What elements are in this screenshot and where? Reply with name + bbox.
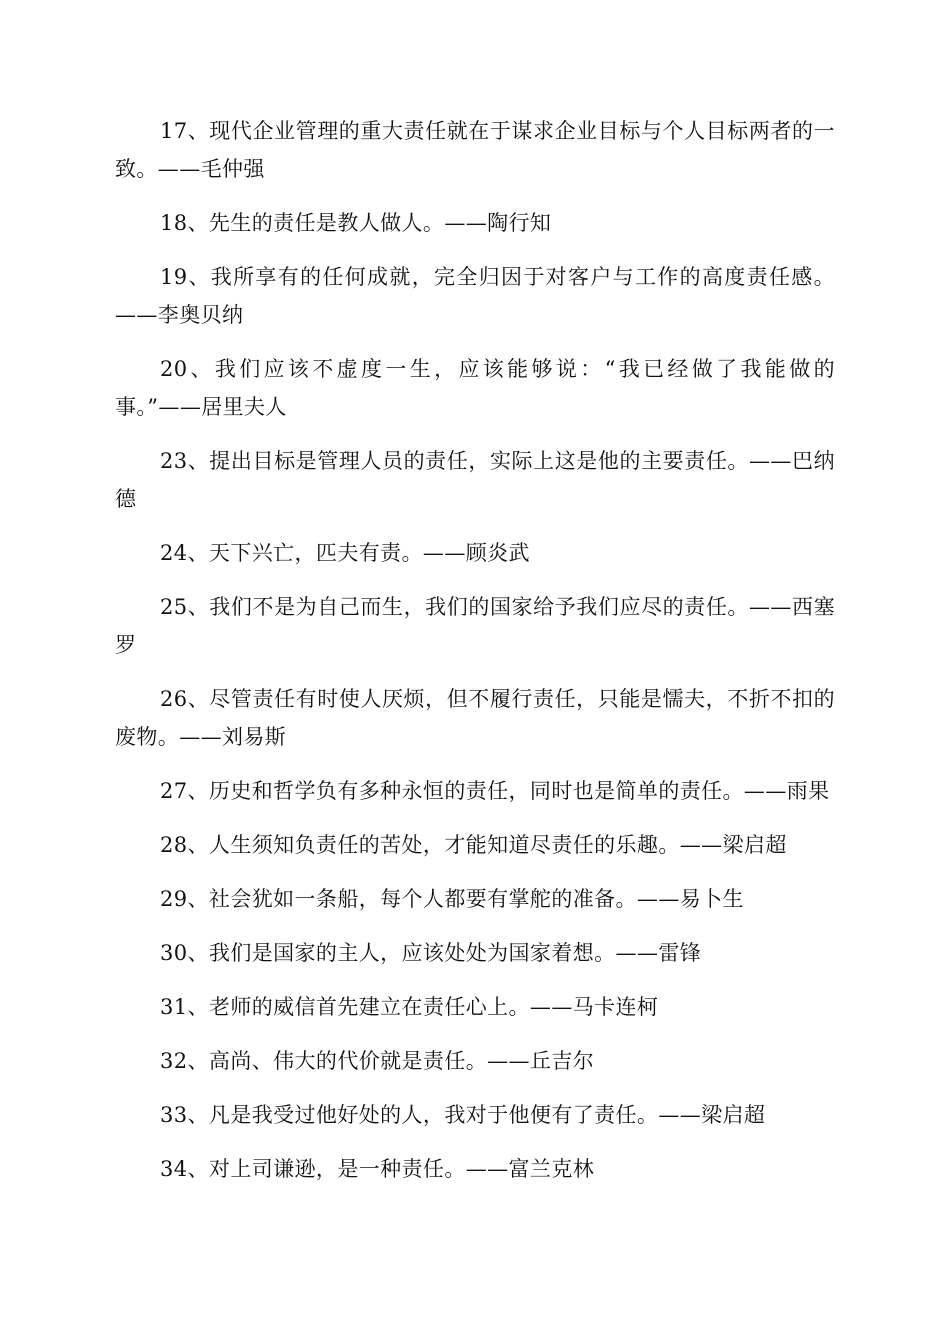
quote-26: 26、尽管责任有时使人厌烦，但不履行责任，只能是懦夫，不折不扣的废物。——刘易斯	[115, 687, 835, 749]
quote-25: 25、我们不是为自己而生，我们的国家给予我们应尽的责任。——西塞罗	[115, 595, 835, 657]
quote-27: 27、历史和哲学负有多种永恒的责任，同时也是简单的责任。——雨果	[160, 779, 830, 803]
quote-34: 34、对上司谦逊，是一种责任。——富兰克林	[160, 1157, 595, 1181]
quote-17: 17、现代企业管理的重大责任就在于谋求企业目标与个人目标两者的一致。——毛仲强	[115, 119, 835, 181]
quote-33: 33、凡是我受过他好处的人，我对于他便有了责任。——梁启超	[160, 1103, 766, 1127]
quote-31: 31、老师的威信首先建立在责任心上。——马卡连柯	[160, 995, 659, 1019]
quote-18: 18、先生的责任是教人做人。——陶行知	[160, 211, 552, 235]
quote-23: 23、提出目标是管理人员的责任，实际上这是他的主要责任。——巴纳德	[115, 449, 835, 511]
quote-20: 20、我们应该不虚度一生，应该能够说：“我已经做了我能做的事。”——居里夫人	[115, 357, 835, 419]
quote-32: 32、高尚、伟大的代价就是责任。——丘吉尔	[160, 1049, 595, 1073]
quote-28: 28、人生须知负责任的苦处，才能知道尽责任的乐趣。——梁启超	[160, 833, 787, 857]
quote-list	[115, 112, 835, 1204]
quote-30: 30、我们是国家的主人，应该处处为国家着想。——雷锋	[160, 941, 702, 965]
quote-24: 24、天下兴亡，匹夫有责。——顾炎武	[160, 541, 530, 565]
quote-19: 19、我所享有的任何成就，完全归因于对客户与工作的高度责任感。——李奥贝纳	[115, 265, 835, 327]
quote-29: 29、社会犹如一条船，每个人都要有掌舵的准备。——易卜生	[160, 887, 744, 911]
